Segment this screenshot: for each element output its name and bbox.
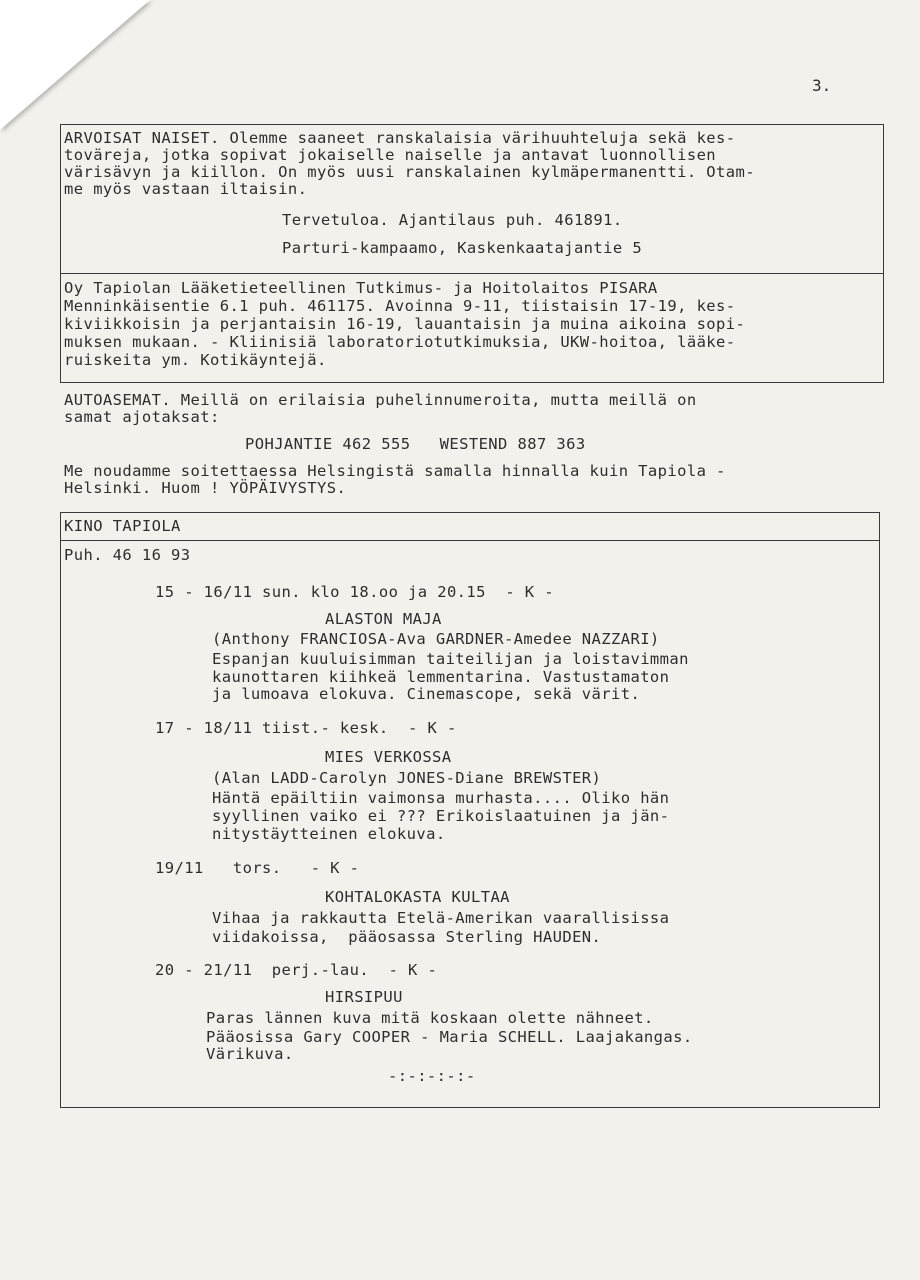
film-4-line-3: Värikuva. (206, 1045, 294, 1063)
film-1-date: 15 - 16/11 sun. klo 18.oo ja 20.15 - K - (155, 583, 555, 601)
ad1-line-4: me myös vastaan iltaisin. (64, 180, 308, 198)
ad1-welcome: Tervetuloa. Ajantilaus puh. 461891. (282, 211, 623, 229)
ad3-line-2: samat ajotaksat: (64, 408, 220, 426)
film-2-line-1: (Alan LADD-Carolyn JONES-Diane BREWSTER) (212, 769, 602, 787)
film-4-line-2: Pääosissa Gary COOPER - Maria SCHELL. Laajakangas. (206, 1028, 693, 1046)
end-mark: -:-:-:-:- (388, 1067, 476, 1085)
film-1-line-3: kaunottaren kiihkeä lemmentarina. Vastustamaton (212, 668, 670, 686)
ad3-line-1: AUTOASEMAT. Meillä on erilaisia puhelinnumeroita, mutta meillä on (64, 391, 697, 409)
film-3-line-2: viidakoissa, pääosassa Sterling HAUDEN. (212, 928, 602, 946)
folded-corner (0, 0, 150, 130)
ad2-line-4: muksen mukaan. - Kliinisiä laboratoriotutkimuksia, UKW-hoitoa, lääke- (64, 333, 736, 351)
film-4-date: 20 - 21/11 perj.-lau. - K - (155, 961, 438, 979)
ad2-line-2: Menninkäisentie 6.1 puh. 461175. Avoinna 9-11, tiistaisin 17-19, kes- (64, 297, 736, 315)
ad1-line-2: toväreja, jotka sopivat jokaiselle naiselle ja antavat luonnollisen (64, 146, 717, 164)
film-2-title: MIES VERKOSSA (325, 748, 452, 766)
film-1-line-2: Espanjan kuuluisimman taiteilijan ja loistavimman (212, 650, 689, 668)
ad2-line-3: kiviikkoisin ja perjantaisin 16-19, lauantaisin ja muina aikoina sopi- (64, 315, 746, 333)
kino-header-divider (60, 540, 880, 541)
film-4-line-1: Paras lännen kuva mitä koskaan olette nähneet. (206, 1009, 654, 1027)
ad2-line-1: Oy Tapiolan Lääketieteellinen Tutkimus- ja Hoitolaitos PISARA (64, 279, 658, 297)
ad3-line-4: Helsinki. Huom ! YÖPÄIVYSTYS. (64, 479, 347, 497)
film-3-line-1: Vihaa ja rakkautta Etelä-Amerikan vaarallisissa (212, 909, 670, 927)
film-3-date: 19/11 tors. - K - (155, 859, 360, 877)
page-number: 3. (812, 76, 832, 95)
film-2-date: 17 - 18/11 tiist.- kesk. - K - (155, 719, 457, 737)
kino-title: KINO TAPIOLA (64, 517, 181, 535)
film-3-title: KOHTALOKASTA KULTAA (325, 888, 510, 906)
kino-phone: Puh. 46 16 93 (64, 546, 191, 564)
film-2-line-2: Häntä epäiltiin vaimonsa murhasta.... Oliko hän (212, 789, 670, 807)
film-1-line-4: ja lumoava elokuva. Cinemascope, sekä värit. (212, 685, 641, 703)
film-4-title: HIRSIPUU (325, 988, 403, 1006)
ad1-address: Parturi-kampaamo, Kaskenkaatajantie 5 (282, 239, 643, 257)
ad1-line-1: ARVOISAT NAISET. Olemme saaneet ranskalaisia värihuuhteluja sekä kes- (64, 129, 736, 147)
film-1-line-1: (Anthony FRANCIOSA-Ava GARDNER-Amedee NAZZARI) (212, 630, 660, 648)
ad3-phones: POHJANTIE 462 555 WESTEND 887 363 (245, 435, 586, 453)
film-1-title: ALASTON MAJA (325, 610, 442, 628)
film-2-line-3: syyllinen vaiko ei ??? Erikoislaatuinen ja jän- (212, 807, 670, 825)
film-2-line-4: nitystäytteinen elokuva. (212, 825, 446, 843)
ad1-line-3: värisävyn ja kiillon. On myös uusi ranskalainen kylmäpermanentti. Otam- (64, 163, 755, 181)
ad3-line-3: Me noudamme soitettaessa Helsingistä samalla hinnalla kuin Tapiola - (64, 462, 726, 480)
ad2-line-5: ruiskeita ym. Kotikäyntejä. (64, 351, 327, 369)
